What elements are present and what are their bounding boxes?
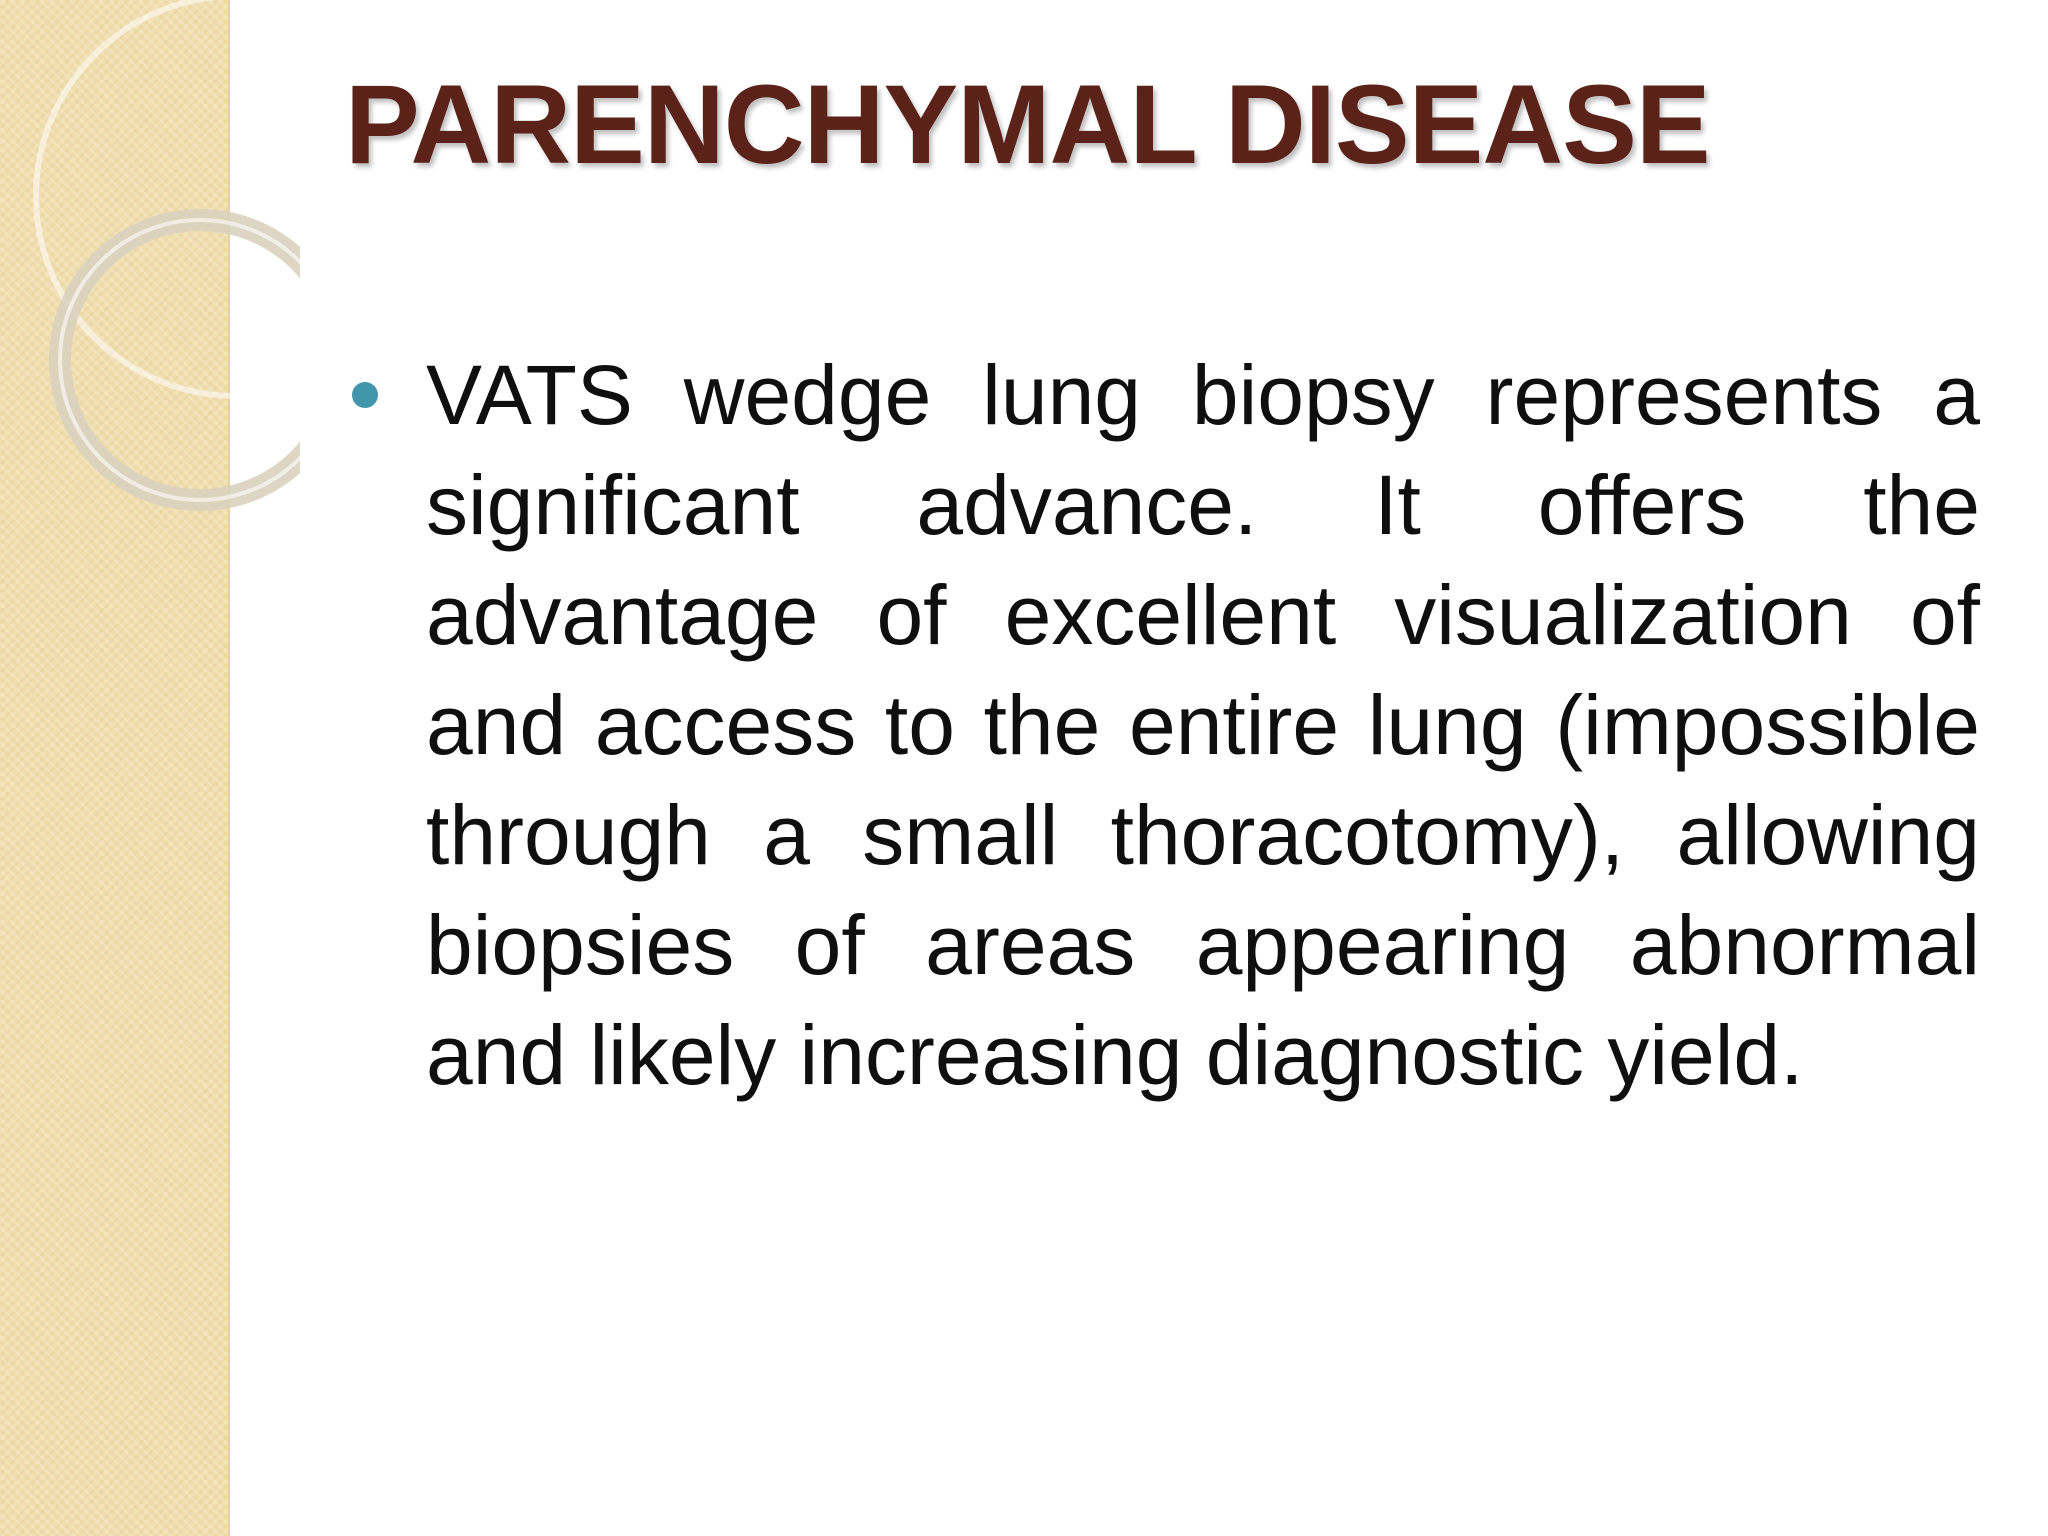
bullet-list — [352, 340, 1980, 1110]
bullet-text: VATS wedge lung biopsy represents a significant advance. It offers the advantage of excellent visualization of and access to the entire lung (impossible through a small thoracotomy), allowing biopsies of areas appearing abnormal and likely increasing diagnostic yield. — [426, 348, 1980, 1102]
decorative-rings — [0, 0, 300, 560]
bullet-dot-icon — [352, 382, 378, 408]
slide-title: PARENCHYMAL DISEASE — [345, 62, 1710, 187]
list-item — [352, 340, 1980, 1110]
